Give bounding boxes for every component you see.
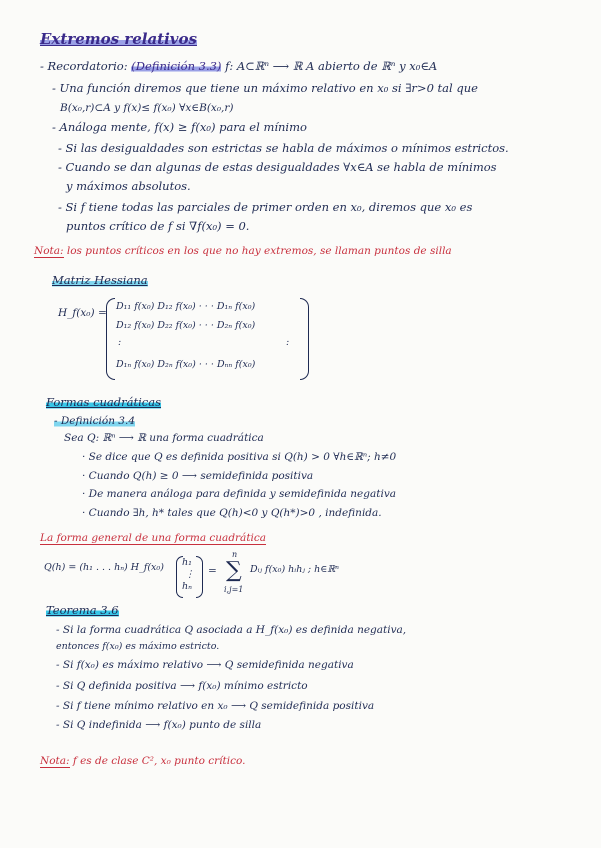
page-title: Extremos relativos <box>40 30 197 48</box>
formula-equals: = <box>208 565 217 577</box>
vector-right-bracket <box>196 556 203 598</box>
definition-3-3-tag: (Definición 3.3) <box>131 59 222 73</box>
matrix-vdots: : <box>118 337 122 348</box>
extremos-text-line: B(x₀,r)⊂A y f(x)≤ f(x₀) ∀x∈B(x₀,r) <box>60 102 234 114</box>
extremos-text-line: y máximos absolutos. <box>66 179 191 193</box>
extremos-text-line: - Cuando se dan algunas de estas desigualdades ∀x∈A se habla de mínimos <box>58 160 497 174</box>
forma-general-label: La forma general de una forma cuadrática <box>40 532 267 544</box>
extremos-text-line: - Si las desigualdades son estrictas se habla de máximos o mínimos estrictos. <box>58 141 509 155</box>
formula-rhs: Dᵢⱼ f(x₀) hᵢhⱼ ; h∈ℝⁿ <box>250 564 339 575</box>
recordatorio-line <box>40 61 437 73</box>
section-title-formas: Formas cuadráticas <box>46 395 162 409</box>
nota-puntos-silla <box>34 246 452 257</box>
recordatorio-label: - Recordatorio: <box>40 59 128 73</box>
hessian-lhs: H_f(x₀) = <box>58 307 107 319</box>
matrix-left-bracket <box>106 298 115 380</box>
teorema-text-line: - Si f(x₀) es máximo relativo ⟶ Q semidefinida negativa <box>56 659 354 671</box>
teorema-text-line: entonces f(x₀) es máximo estricto. <box>56 641 220 652</box>
section-title-teorema: Teorema 3.6 <box>46 603 119 617</box>
formas-text-line: · De manera análoga para definida y semidefinida negativa <box>82 488 397 500</box>
extremos-text-line: - Análoga mente, f(x) ≥ f(x₀) para el mínimo <box>52 120 307 134</box>
nota-text: los puntos críticos en los que no hay extremos, se llaman puntos de silla <box>63 245 452 257</box>
teorema-text-line: - Si la forma cuadrática Q asociada a H_f(x₀) es definida negativa, <box>56 624 407 636</box>
vector-entry: ⋮ <box>185 569 195 580</box>
matrix-vdots: : <box>286 337 290 348</box>
formas-text-line: · Cuando ∃h, h* tales que Q(h)<0 y Q(h*)>0 , indefinida. <box>82 507 382 519</box>
forma-general-title <box>40 533 266 544</box>
formas-text-line: · Cuando Q(h) ≥ 0 ⟶ semidefinida positiva <box>82 470 314 482</box>
matrix-right-bracket <box>300 298 309 380</box>
teorema-text-line: - Si Q definida positiva ⟶ f(x₀) mínimo estricto <box>56 680 308 692</box>
sum-upper-limit: n <box>232 550 238 559</box>
nota-label: Nota: <box>34 245 64 257</box>
nota-label: Nota: <box>40 755 70 767</box>
definition-3-4-tag: - Definición 3.4 <box>54 415 136 427</box>
vector-entry: hₙ <box>182 581 192 592</box>
section-title-hessiana: Matriz Hessiana <box>52 273 148 287</box>
sum-symbol: ∑ <box>226 558 242 583</box>
formas-text-line: · Se dice que Q es definida positiva si Q(h) > 0 ∀h∈ℝⁿ; h≠0 <box>82 451 397 463</box>
matrix-row: D₁₂ f(x₀) D₂₂ f(x₀) · · · D₂ₙ f(x₀) <box>116 320 256 331</box>
formula-lhs: Q(h) = (h₁ . . . hₙ) H_f(x₀) <box>44 562 164 573</box>
nota-text: f es de clase C², x₀ punto crítico. <box>69 755 246 767</box>
teorema-text-line: - Si Q indefinida ⟶ f(x₀) punto de silla <box>56 719 262 731</box>
matrix-row: D₁₁ f(x₀) D₁₂ f(x₀) · · · D₁ₙ f(x₀) <box>116 301 256 312</box>
sum-lower-limit: i,j=1 <box>224 585 244 594</box>
extremos-text-line: - Una función diremos que tiene un máximo relativo en x₀ si ∃r>0 tal que <box>52 81 478 95</box>
formas-text-line: Sea Q: ℝⁿ ⟶ ℝ una forma cuadrática <box>64 432 264 444</box>
extremos-text-line: puntos crítico de f si ∇f(x₀) = 0. <box>66 219 250 233</box>
matrix-row: D₁ₙ f(x₀) D₂ₙ f(x₀) · · · Dₙₙ f(x₀) <box>116 359 256 370</box>
teorema-text-line: - Si f tiene mínimo relativo en x₀ ⟶ Q semidefinida positiva <box>56 700 375 712</box>
vector-entry: h₁ <box>182 557 192 568</box>
nota-clase-c2 <box>40 756 245 767</box>
extremos-text-line: - Si f tiene todas las parciales de primer orden en x₀, diremos que x₀ es <box>58 200 473 214</box>
recordatorio-text: f: A⊂ℝⁿ ⟶ ℝ A abierto de ℝⁿ y x₀∈A <box>225 59 438 73</box>
